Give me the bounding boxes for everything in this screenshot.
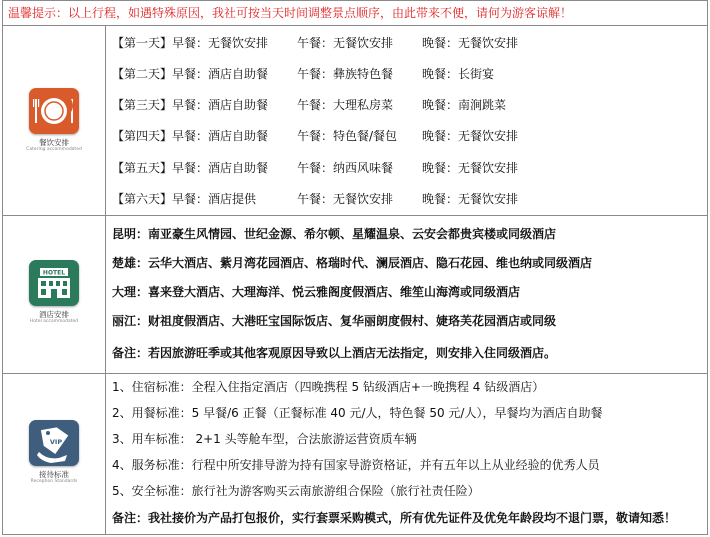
hotel-line: 大理：喜来登大酒店、大理海洋、悦云雅阁度假酒店、维笙山海湾或同级酒店 — [112, 285, 521, 299]
catering-subtitle: Catering accommodated — [26, 147, 82, 152]
lunch: 午餐：大理私房菜 — [297, 98, 394, 112]
dinner: 晚餐：无餐饮安排 — [422, 129, 519, 143]
dinner: 晚餐：无餐饮安排 — [422, 36, 519, 50]
hotel-icon-cell — [3, 260, 105, 325]
reception-title: 接待标准 — [39, 470, 69, 479]
notice-text: 温馨提示：以上行程，如遇特殊原因，我社可按当天时间调整景点顺序，由此带来不便，请何为游客谅解！ — [8, 6, 573, 20]
breakfast: 【第三天】早餐：酒店自助餐 — [112, 98, 269, 112]
hotel-title: 酒店安排 — [39, 310, 69, 319]
hotel-icon — [29, 260, 79, 306]
dinner: 晚餐：无餐饮安排 — [422, 192, 519, 206]
dinner: 晚餐：无餐饮安排 — [422, 161, 519, 175]
breakfast: 【第四天】早餐：酒店自助餐 — [112, 129, 269, 143]
dinner: 晚餐：南涧跳菜 — [422, 98, 507, 112]
standard-line: 4、服务标准：行程中所安排导游为持有国家导游资格证，并有五年以上从业经验的优秀人员 — [112, 458, 600, 472]
lunch: 午餐：无餐饮安排 — [297, 36, 394, 50]
divider — [3, 373, 707, 374]
column-divider — [105, 25, 106, 535]
dinner: 晚餐：长街宴 — [422, 67, 495, 81]
reception-subtitle: Reception Standards — [30, 479, 78, 484]
vip-tag-icon — [29, 420, 79, 466]
hotel-line: 昆明：南亚豪生风情园、世纪金源、希尔顿、星耀温泉、云安会都贵宾楼或同级酒店 — [112, 227, 557, 241]
breakfast: 【第六天】早餐：酒店提供 — [112, 192, 257, 206]
breakfast: 【第二天】早餐：酒店自助餐 — [112, 67, 269, 81]
lunch: 午餐：彝族特色餐 — [297, 67, 394, 81]
hotel-sign-text: HOTEL — [42, 269, 66, 277]
reception-note: 备注：我社接价为产品打包报价，实行套票采购模式，所有优先证件及优免年龄段均不退门票，敬请知悉！ — [112, 511, 677, 525]
hotel-line: 丽江：财祖度假酒店、大港旺宝国际饭店、复华丽朗度假村、婕珞芙花园酒店或同级 — [112, 314, 557, 328]
catering-icon-cell — [3, 88, 105, 153]
divider — [3, 215, 707, 216]
standard-line: 5、安全标准：旅行社为游客购买云南旅游组合保险（旅行社责任险） — [112, 484, 480, 498]
standard-line: 1、住宿标准：全程入住指定酒店（四晚携程 5 钻级酒店+一晚携程 4 钻级酒店） — [112, 380, 545, 394]
catering-title: 餐饮安排 — [39, 138, 69, 147]
vip-tag-text: VIP — [49, 438, 63, 446]
standard-line: 3、用车标准： 2+1 头等舱车型，合法旅游运营资质车辆 — [112, 432, 417, 446]
hotel-note: 备注：若因旅游旺季或其他客观原因导致以上酒店无法指定，则安排入住同级酒店。 — [112, 346, 557, 360]
hotel-line: 楚雄：云华大酒店、紫月湾花园酒店、格瑞时代、澜辰酒店、隐石花园、维也纳或同级酒店 — [112, 256, 593, 270]
standard-line: 2、用餐标准：5 早餐/6 正餐（正餐标准 40 元/人，特色餐 50 元/人），早餐均为酒店自助餐 — [112, 406, 603, 420]
reception-icon-cell — [3, 420, 105, 485]
lunch: 午餐：特色餐/餐包 — [297, 129, 398, 143]
breakfast: 【第一天】早餐：无餐饮安排 — [112, 36, 269, 50]
plate-icon — [29, 88, 79, 134]
breakfast: 【第五天】早餐：酒店自助餐 — [112, 161, 269, 175]
lunch: 午餐：无餐饮安排 — [297, 192, 394, 206]
divider — [3, 25, 707, 26]
hotel-subtitle: Hotel accommodated — [29, 319, 79, 324]
lunch: 午餐：纳西风味餐 — [297, 161, 394, 175]
